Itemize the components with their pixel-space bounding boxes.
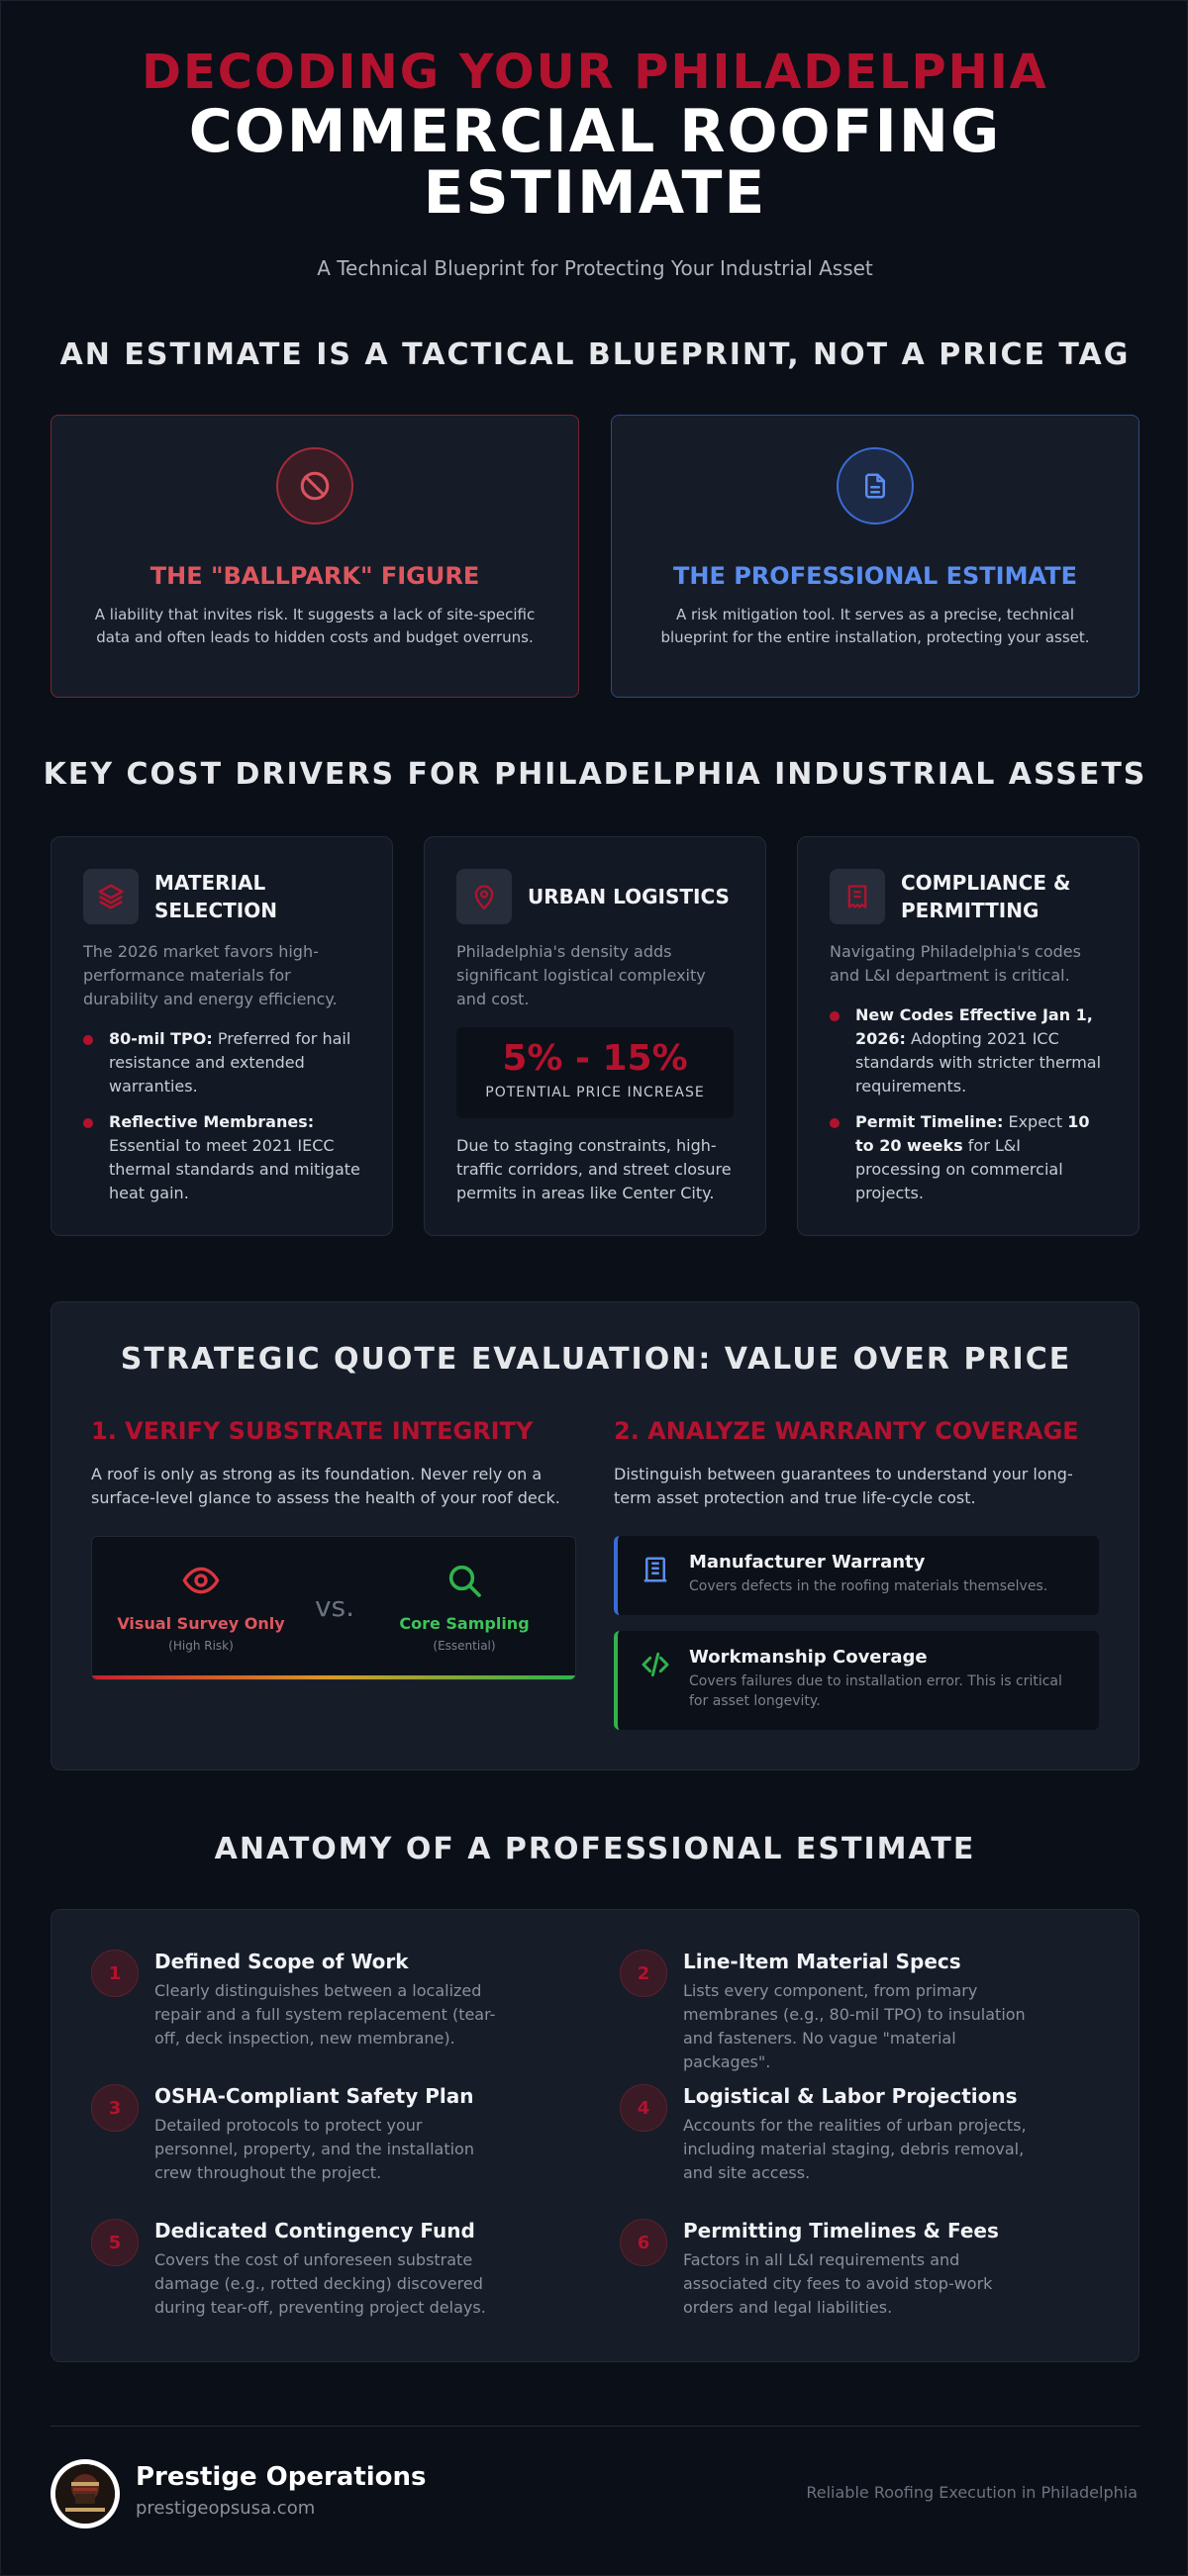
- magnifier-icon: [375, 1561, 553, 1604]
- step-number: 4: [620, 2084, 667, 2132]
- core-sampling-item: [375, 1561, 553, 1653]
- footer-tagline: Reliable Roofing Execution in Philadelphia: [806, 2483, 1138, 2502]
- material-title: MATERIAL SELECTION: [154, 871, 277, 922]
- step-number: 1: [91, 1950, 139, 1997]
- list-item: Reflective Membranes: Essential to meet 2021 IECC thermal standards and mitigate heat gain.: [83, 1110, 360, 1205]
- professional-title: THE PROFESSIONAL ESTIMATE: [673, 562, 1077, 590]
- step-number: 2: [620, 1950, 667, 1997]
- list-item: [620, 2084, 1036, 2185]
- compliance-desc: Navigating Philadelphia's codes and L&I department is critical.: [830, 942, 1081, 985]
- logistics-footnote: Due to staging constraints, high-traffic corridors, and street closure permits in areas like Center City.: [456, 1136, 732, 1202]
- compliance-card: [797, 836, 1139, 1236]
- step-text: Lists every component, from primary membranes (e.g., 80-mil TPO) to insulation and fasteners. No vague "material packages".: [683, 1981, 1026, 2071]
- list-item: Permit Timeline: Expect 10 to 20 weeks for L&I processing on commercial projects.: [830, 1110, 1107, 1205]
- step-title: Line-Item Material Specs: [683, 1950, 961, 1973]
- professional-text: A risk mitigation tool. It serves as a precise, technical blueprint for the entire installation, protecting your asset.: [660, 606, 1090, 646]
- manufacturer-warranty-title: Manufacturer Warranty: [689, 1552, 926, 1573]
- hero-header: [1, 45, 1188, 280]
- anatomy-panel: [50, 1909, 1139, 2362]
- list-item: [91, 2084, 507, 2185]
- substrate-text: A roof is only as strong as its foundation. Never rely on a surface-level glance to assess the health of your roof deck.: [91, 1465, 560, 1507]
- material-card: [50, 836, 393, 1236]
- step-number: 5: [91, 2219, 139, 2266]
- step-text: Accounts for the realities of urban projects, including material staging, debris removal, and site access.: [683, 2116, 1027, 2182]
- step-title: Defined Scope of Work: [154, 1950, 409, 1973]
- manufacturer-warranty-text: Covers defects in the roofing materials themselves.: [689, 1578, 1048, 1594]
- step-title: Logistical & Labor Projections: [683, 2084, 1018, 2108]
- hero-subtitle: A Technical Blueprint for Protecting Your Industrial Asset: [317, 256, 873, 280]
- survey-comparison: [91, 1536, 576, 1680]
- warranty-text: Distinguish between guarantees to understand your long-term asset protection and true life-cycle cost.: [614, 1465, 1073, 1507]
- map-pin-icon: [456, 869, 512, 924]
- ballpark-title: THE "BALLPARK" FIGURE: [149, 562, 480, 590]
- ban-icon: [276, 447, 353, 525]
- strategic-evaluation-panel: [50, 1301, 1139, 1770]
- hero-line-2b: ESTIMATE: [423, 158, 767, 228]
- step-title: OSHA-Compliant Safety Plan: [154, 2084, 474, 2108]
- step-title: Dedicated Contingency Fund: [154, 2219, 475, 2242]
- hero-line-1: DECODING YOUR PHILADELPHIA: [142, 45, 1048, 100]
- logistics-title: URBAN LOGISTICS: [528, 885, 730, 908]
- code-icon: [638, 1647, 673, 1682]
- building-icon: [638, 1552, 673, 1587]
- section-4-title: ANATOMY OF A PROFESSIONAL ESTIMATE: [214, 1832, 976, 1866]
- manufacturer-warranty-card: [614, 1536, 1099, 1615]
- receipt-icon: [830, 869, 885, 924]
- document-icon: [837, 447, 914, 525]
- workmanship-coverage-title: Workmanship Coverage: [689, 1647, 928, 1668]
- list-item: [620, 1950, 1036, 2074]
- core-sampling-label: Core Sampling: [399, 1614, 530, 1633]
- step-text: Factors in all L&I requirements and associated city fees to avoid stop-work orders and legal liabilities.: [683, 2250, 993, 2317]
- hero-line-2a: COMMERCIAL ROOFING: [188, 97, 1002, 166]
- substrate-column: [91, 1417, 576, 1680]
- layers-icon: [83, 869, 139, 924]
- section-3-title: STRATEGIC QUOTE EVALUATION: VALUE OVER PRICE: [120, 1342, 1072, 1377]
- logistics-desc: Philadelphia's density adds significant logistical complexity and cost.: [456, 942, 706, 1008]
- workmanship-coverage-card: [614, 1631, 1099, 1730]
- footer-website-link[interactable]: prestigeopsusa.com: [136, 2498, 316, 2519]
- warranty-column: [614, 1417, 1099, 1730]
- company-logo: [50, 2459, 120, 2528]
- stat-value: 5% - 15%: [502, 1038, 688, 1079]
- compliance-title: COMPLIANCE & PERMITTING: [901, 871, 1071, 922]
- list-item: [91, 1950, 507, 2051]
- stat-label: POTENTIAL PRICE INCREASE: [485, 1085, 705, 1100]
- section-2-title: KEY COST DRIVERS FOR PHILADELPHIA INDUSTRIAL ASSETS: [43, 757, 1147, 792]
- visual-survey-sub: (High Risk): [168, 1639, 234, 1653]
- visual-survey-label: Visual Survey Only: [117, 1614, 285, 1633]
- list-item: 80-mil TPO: Preferred for hail resistance and extended warranties.: [83, 1027, 360, 1098]
- logistics-card: [424, 836, 766, 1236]
- step-title: Permitting Timelines & Fees: [683, 2219, 999, 2242]
- material-desc: The 2026 market favors high-performance materials for durability and energy efficiency.: [83, 942, 338, 1008]
- step-number: 6: [620, 2219, 667, 2266]
- price-increase-stat: [456, 1027, 734, 1118]
- substrate-heading: 1. VERIFY SUBSTRATE INTEGRITY: [91, 1417, 534, 1445]
- section-1-title: AN ESTIMATE IS A TACTICAL BLUEPRINT, NOT A PRICE TAG: [59, 337, 1131, 372]
- list-item: [620, 2219, 1036, 2320]
- step-text: Clearly distinguishes between a localized repair and a full system replacement (tear-off, deck inspection, new membrane).: [154, 1981, 496, 2048]
- ballpark-text: A liability that invites risk. It suggests a lack of site-specific data and often leads to hidden costs and budget overruns.: [94, 606, 536, 646]
- vs-label: vs.: [314, 1590, 355, 1623]
- core-sampling-sub: (Essential): [433, 1639, 496, 1653]
- footer-divider: [50, 2426, 1139, 2427]
- workmanship-coverage-text: Covers failures due to installation error. This is critical for asset longevity.: [689, 1673, 1062, 1709]
- professional-card: [611, 415, 1139, 698]
- visual-survey-item: [112, 1561, 290, 1653]
- step-number: 3: [91, 2084, 139, 2132]
- eye-icon: [112, 1561, 290, 1604]
- warranty-heading: 2. ANALYZE WARRANTY COVERAGE: [614, 1417, 1079, 1445]
- ballpark-card: [50, 415, 579, 698]
- step-text: Detailed protocols to protect your personnel, property, and the installation crew throughout the project.: [154, 2116, 474, 2182]
- footer-brand: Prestige Operations: [136, 2462, 427, 2492]
- list-item: [91, 2219, 507, 2320]
- step-text: Covers the cost of unforeseen substrate damage (e.g., rotted decking) discovered during tear-off, preventing project delays.: [154, 2250, 486, 2317]
- list-item: New Codes Effective Jan 1, 2026: Adopting 2021 ICC standards with stricter thermal requirements.: [830, 1003, 1107, 1098]
- risk-gradient-bar: [92, 1675, 575, 1679]
